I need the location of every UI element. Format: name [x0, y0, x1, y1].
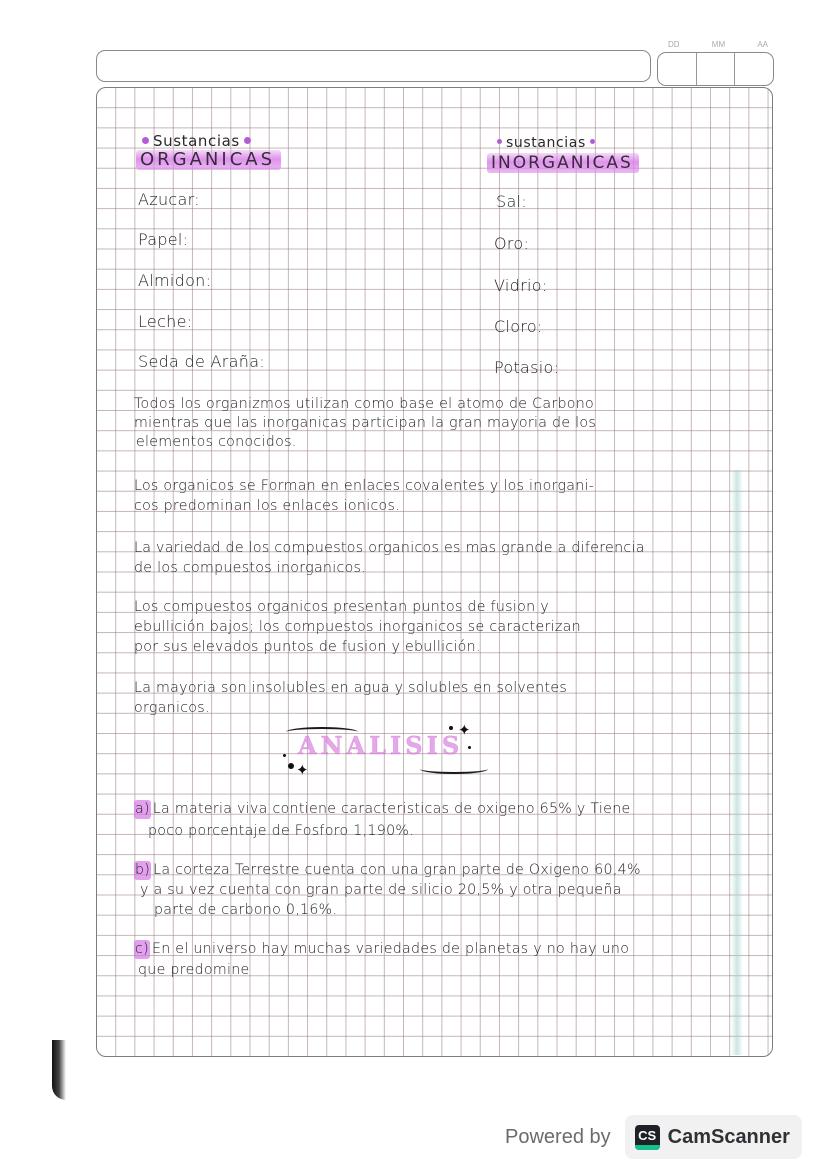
inorganic-item: Sal: [496, 192, 527, 211]
inorganic-item: Oro: [494, 234, 530, 253]
analysis-line [134, 800, 631, 819]
organic-item: Seda de Araña: [138, 352, 265, 371]
inorganic-item: Potasio: [494, 358, 560, 377]
date-label-month: MM [711, 40, 726, 49]
analysis-line: y a su vez cuenta con gran parte de silicio 20,5% y otra pequeña [140, 882, 622, 898]
powered-by-text: Powered by [505, 1125, 611, 1148]
date-cell-day [658, 53, 697, 85]
camscanner-badge [625, 1115, 802, 1159]
sparkle-dot-icon [283, 754, 286, 757]
analysis-line [134, 861, 641, 880]
paragraph-line: La variedad de los compuestos organicos es mas grande a diferencia [134, 540, 645, 556]
sparkle-icon: ✦ [296, 761, 309, 779]
item-marker: a) [135, 801, 150, 817]
logo-text: CS [638, 1127, 657, 1143]
sparkle-dot-icon [288, 763, 294, 769]
organic-title: ORGANICAS [136, 150, 281, 170]
bullet-dot-icon [142, 137, 149, 144]
analysis-line: poco porcentaje de Fosforo 1,190%. [148, 823, 415, 839]
brand-name: CamScanner [667, 1125, 790, 1148]
camscanner-watermark [505, 1115, 802, 1159]
inorganic-subtitle-text: sustancias [506, 135, 586, 151]
title-box [96, 50, 651, 82]
sparkle-dot-icon [468, 746, 471, 749]
date-cell-year [735, 53, 773, 85]
organic-subtitle-text: Sustancias [153, 132, 240, 150]
analysis-line [134, 940, 629, 959]
camscanner-logo-icon [635, 1125, 660, 1150]
item-marker: c) [135, 941, 149, 957]
date-box [657, 52, 774, 86]
inorganic-subtitle [493, 135, 599, 151]
paragraph-line: Los compuestos organicos presentan puntos de fusion y [134, 599, 549, 615]
bullet-dot-icon [244, 137, 251, 144]
bullet-dot-icon [590, 139, 595, 144]
paragraph-line: organicos. [134, 700, 210, 716]
inorganic-title: INORGANICAS [487, 153, 639, 173]
organic-item: Leche: [138, 312, 193, 331]
inorganic-item: Vidrio: [494, 276, 548, 295]
date-labels [662, 40, 774, 49]
paragraph-line: de los compuestos inorganicos. [134, 560, 367, 576]
paragraph-line: elementos conocidos. [136, 434, 297, 450]
bullet-dot-icon [497, 139, 502, 144]
page-shadow [52, 1040, 66, 1100]
date-label-year: AA [757, 40, 768, 49]
inorganic-item: Cloro: [494, 317, 543, 336]
date-label-day: DD [668, 40, 680, 49]
paragraph-line: La mayoria son insolubles en agua y solubles en solventes [134, 680, 568, 696]
analysis-heading: ANALISIS [298, 731, 464, 760]
paragraph-line: mientras que las inorganicas participan la gran mayoria de los [134, 415, 597, 431]
organic-subtitle [138, 132, 255, 150]
item-marker: b) [135, 862, 151, 878]
organic-item: Almidon: [138, 271, 212, 290]
paragraph-line: cos predominan los enlaces ionicos. [134, 498, 401, 514]
analysis-text: La materia viva contiene caracteristicas de oxigeno 65% y Tiene [152, 801, 631, 817]
paragraph-line: Los organicos se Forman en enlaces covalentes y los inorgani- [134, 478, 595, 494]
analysis-text: La corteza Terrestre cuenta con una gran parte de Oxigeno 60,4% [153, 862, 641, 878]
date-cell-month [697, 53, 736, 85]
sparkle-dot-icon [449, 726, 453, 730]
margin-stripe [731, 470, 743, 1055]
paragraph-line: Todos los organizmos utilizan como base el atomo de Carbono [134, 396, 595, 412]
analysis-line: parte de carbono 0,16%. [154, 902, 338, 918]
organic-item: Azucar: [138, 190, 200, 209]
analysis-text: En el universo hay muchas variedades de planetas y no hay uno [151, 941, 630, 957]
sparkle-icon: ✦ [458, 721, 471, 739]
organic-item: Papel: [138, 230, 189, 249]
decorative-swoosh [420, 764, 488, 774]
paragraph-line: ebullición bajos; los compuestos inorganicos se caracterizan [134, 619, 581, 635]
paragraph-line: por sus elevados puntos de fusion y ebullición. [134, 639, 481, 655]
analysis-line: que predomine [138, 962, 250, 978]
